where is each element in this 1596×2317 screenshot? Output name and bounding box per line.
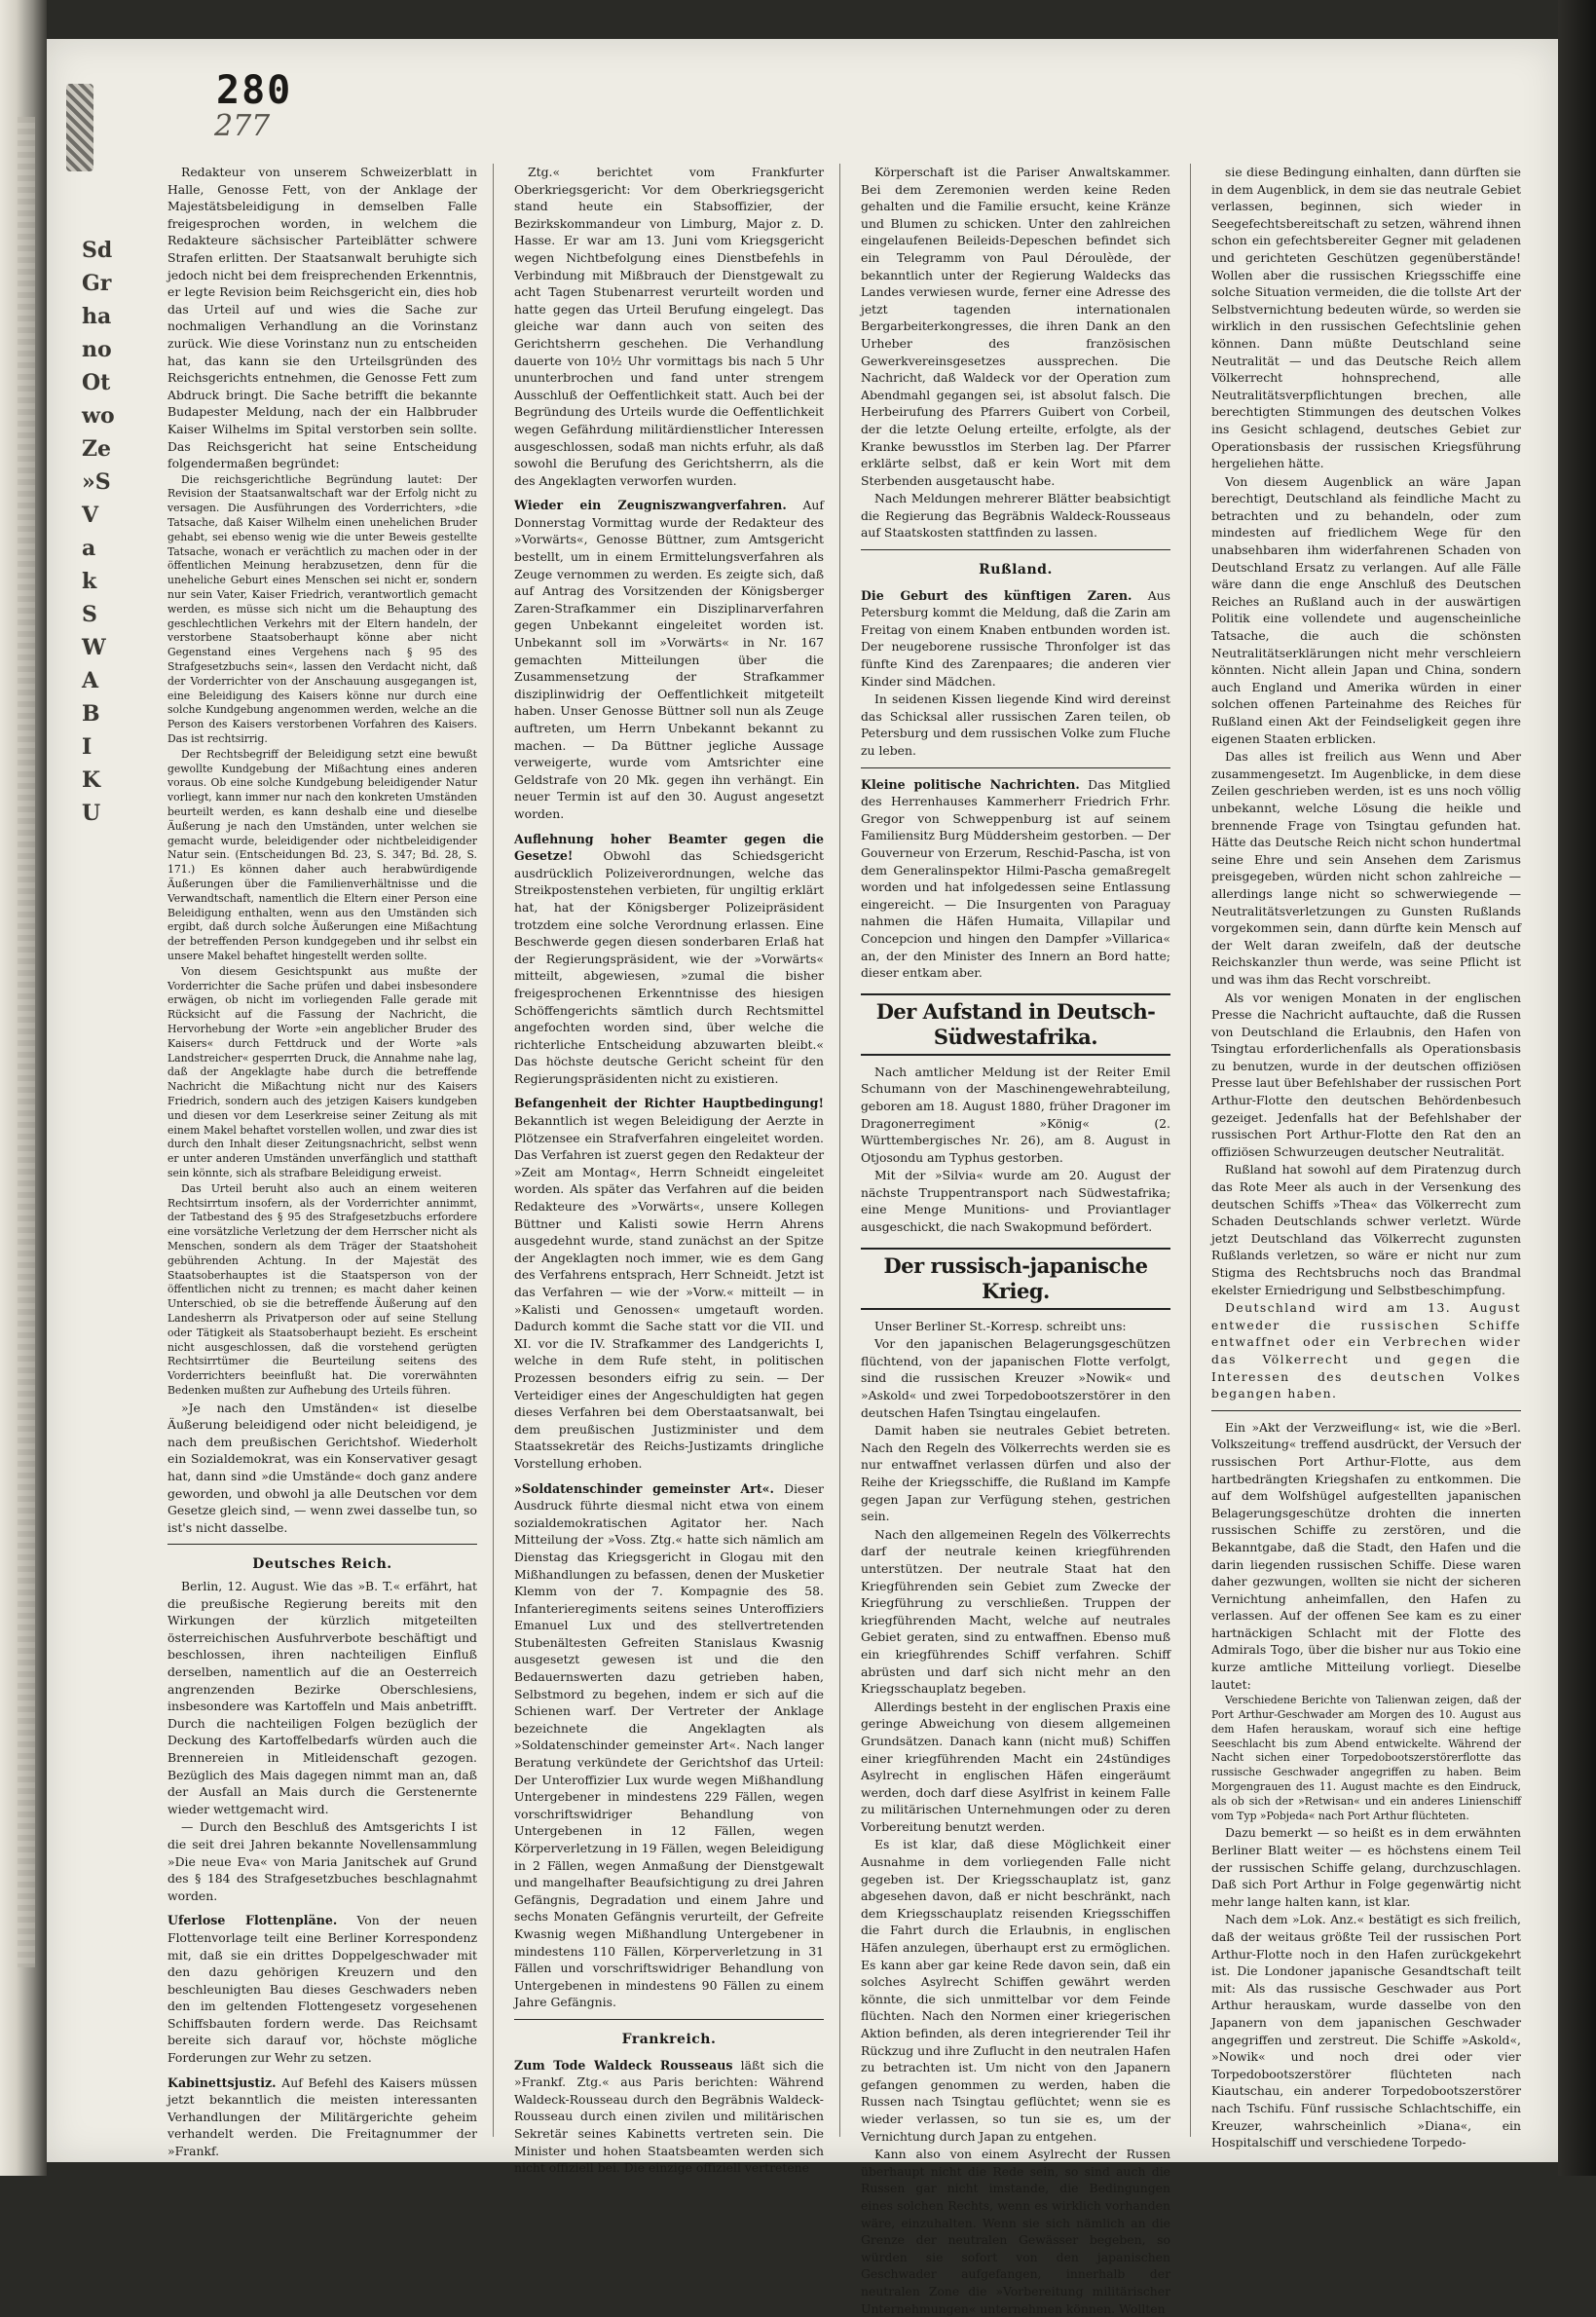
edge-letter: Sd	[82, 238, 113, 263]
article-paragraph: »Je nach den Umständen« ist dieselbe Äußerung beleidigend oder nicht beleidigend, je nach dem preußischen Gerichtshof. Wiederholt ein Sozialdemokrat, was ein Konservativer gesagt hat, dann sind »die Umstände« doch ganz andere geworden, und obwohl ja alle Deutschen vor dem Gesetze gleich sind, — wenn zwei dasselbe tun, so ist's nicht dasselbe.	[167, 1400, 477, 1535]
article-paragraph: Ein »Akt der Verzweiflung« ist, wie die »Berl. Volkszeitung« treffend ausdrückt, der Versuch der russischen Port Arthur-Flotte, aus dem hartbedrängten Kriegshafen zu entkommen. Die auf dem Wolfshügel aufgestellten japanischen Belagerungsgeschütze drohten die innerten russischen Schiffe zu zerstören, und die Bekanntgabe, daß die Stadt, den Hafen und die darin liegenden russischen Schiffe. Diese waren daher gezwungen, wollten sie nicht der sicheren Vernichtung anheimfallen, den Hafen zu verlassen. Auf der offenen See kam es zu einer hartnäckigen Schlacht mit der Flotte des Admirals Togo, über die bisher nur aus Tokio eine kurze amtliche Mitteilung vorliegt. Dieselbe lautet:	[1211, 1419, 1521, 1692]
page-number-old: 277	[214, 109, 271, 143]
news-item-title: »Soldatenschinder gemeinster Art«.	[514, 1480, 774, 1496]
article-paragraph: — Durch den Beschluß des Amtsgerichts I ist die seit drei Jahren bekannte Novellensammlung »Die neue Eva« von Maria Janitschek auf Grund des § 184 des Strafgesetzbuches beschlagnahmt worden.	[167, 1819, 477, 1903]
edge-letter: ha	[82, 304, 112, 329]
article-paragraph: Mit der »Silvia« wurde am 20. August der nächste Truppentransport nach Südwestafrika; eine Menge Munitions- und Proviantlager ausgeschickt, die nach Swakopmund befördert.	[861, 1168, 1170, 1235]
news-item-text: Auf Donnerstag Vormittag wurde der Redakteur des »Vorwärts«, Genosse Büttner, zum Amtsgericht bestellt, um in einem Ermittelungsverfahren als Zeuge vernommen zu werden. Es zeigte sich, daß auf Antrag des Vorsitzenden der Königsberger Zaren-Strafkammer ein Disziplinarverfahren gegen Unbekannt eingeleitet worden ist. Unbekannt soll im »Vorwärts« in Nr. 167 gemachten Mitteilungen über die Zusammensetzung der Strafkammer disziplinwidrig der Oeffentlichkeit mitgeteilt haben. Unser Genosse Büttner soll nun als Zeuge auftreten, um Herrn Unbekannt bekannt zu machen. — Da Büttner jegliche Aussage verweigerte, wurde vom Amtsrichter eine Geldstrafe von 20 Mk. gegen ihn verhängt. Ein neuer Termin ist auf den 30. August angesetzt worden.	[514, 498, 824, 821]
article-paragraph: Ztg.« berichtet vom Frankfurter Oberkriegsgericht: Vor dem Oberkriegsgericht stand heute ein Stabsoffizier, der Bezirkskommandeur von Limburg, Major z. D. Hasse. Er war am 13. Juni vom Kriegsgericht wegen Nichtbefolgung eines Dienstbefehls in Verbindung mit Mißbrauch der Dienstgewalt zu acht Tagen Stubenarrest verurteilt worden und hatte gegen das Urteil Berufung eingelegt. Das gleiche war dann auch von seiten des Gerichtsherrn geschehen. Die Verhandlung dauerte von 10½ Uhr vormittags bis nach 5 Uhr ununterbrochen und fand unter strengem Ausschluß der Oeffentlichkeit statt. Auch bei der Begründung des Urteils wurde die Oeffentlichkeit wegen Gefährdung militärdienstlicher Interessen ausgeschlossen, sodaß man nichts erfuhr, als daß sowohl die Berufung des Gerichtsherrn, als die des Angeklagten verworfen wurden.	[514, 165, 824, 488]
article-paragraph: Nach amtlicher Meldung ist der Reiter Emil Schumann von der Maschinengewehrabteilung, geboren am 18. August 1880, früher Dragoner im Dragonerregiment »König« (2. Württembergisches Nr. 26), am 8. August in Otjosondu am Typhus gestorben.	[861, 1064, 1170, 1165]
article-paragraph: In seidenen Kissen liegende Kind wird dereinst das Schicksal aller russischen Zaren teilen, ob Petersburg und dem russischen Volke zum Fluche zu leben.	[861, 691, 1170, 758]
edge-letter: B	[82, 701, 100, 727]
news-item-text: Aus Petersburg kommt die Meldung, daß die Zarin am Freitag von einem Knaben entbunden worden ist. Der neugeborene russische Thronfolger ist das fünfte Kind des Zarenpaares; die anderen vier Kinder sind Mädchen.	[861, 587, 1170, 689]
edge-letter: V	[82, 503, 99, 528]
news-item-title: Auflehnung hoher Beamter gegen die Gesetze!	[514, 831, 824, 864]
edge-letter: U	[82, 801, 101, 826]
column-divider	[839, 164, 840, 2137]
news-item-title: Wieder ein Zeugniszwangverfahren.	[514, 498, 787, 513]
edge-letter: Ot	[82, 370, 111, 395]
court-reasoning-paragraph: Die reichsgerichtliche Begründung lautet: Der Revision der Staatsanwaltschaft war der Erfolg nicht zu versagen. Die Ausführungen des Vorderrichters, »die Tatsache, daß Kaiser Wilhelm einen unehelichen Bruder gehabt, sei ebenso wenig wie die unter Beweis gestellte Tatsache, wonach er verächtlich zu machen oder in der öffentlichen Meinung herabzusetzen, denn für die uneheliche Geburt eines Menschen sei nicht er, sondern nur sein Vater, Kaiser Friedrich, verantwortlich gemacht werden, es müsse sich nicht um die Behauptung des geschlechtlichen Verkehrs mit der Eltern handeln, der verstorbene Staatsoberhaupt könne aber nicht Gegenstand eines Vergehens nach § 95 des Strafgesetzbuchs sein«, lassen den Verdacht nicht, daß der Vorderrichter von der Anschauung ausgegangen ist, eine Beleidigung des Kaisers könne nur durch eine solche Kundgebung angenommen werden, welche an die Person des Kaisers verstorbenen Vorfahren des Kaisers. Das ist rechtsirrig.	[167, 472, 477, 746]
section-rule	[514, 2019, 824, 2020]
news-item-title: Die Geburt des künftigen Zaren.	[861, 587, 1132, 603]
article-paragraph: Nach den allgemeinen Regeln des Völkerrechts darf der neutrale keinen kriegführenden unterstützen. Der neutrale Staat hat den Kriegführenden sein Gebiet zum Zwecke der Kriegführung zu verschließen. Truppen der kriegführenden Macht, welche auf neutrales Gebiet geraten, sind zu entwaffnen. Ebenso muß ein kriegführendes Schiff verfahren. Schiff abrüsten und darf sich nicht mehr an den Kriegsschauplatz begeben.	[861, 1526, 1170, 1697]
scan-background-right	[1558, 0, 1596, 2176]
article-paragraph: Deutschland wird am 13. August entweder die russischen Schiffe entwaffnet oder ein Verbrechen wider das Völkerrecht und gegen die Interessen des deutschen Volkes begangen haben.	[1211, 1300, 1521, 1401]
section-rule	[861, 549, 1170, 550]
news-item-text: Das Mitglied des Herrenhauses Kammerherr Friedrich Frhr. Gregor von Schweppenburg ist auf seinem Familiensitz Burg Müddersheim gestorben. — Der Gouverneur von Erzerum, Reschid-Pascha, ist von dem Generalinspektor Hilmi-Pascha gemaßregelt worden und hat infolgedessen seine Entlassung eingereicht. — Die Insurgenten von Paraguay nahmen die Häfen Humaita, Villapilar und Concepcion und hingen den Dampfer »Villarica« an, der den Minister des Innern an Bord hatte; dieser entkam aber.	[861, 776, 1170, 981]
column-3	[861, 164, 1170, 2316]
article-paragraph: Körperschaft ist die Pariser Anwaltskammer. Bei dem Zeremonien werden keine Reden gehalten und die Familie ersucht, keine Kränze und Blumen zu schicken. Unter den zahlreichen eingelaufenen Beileids-Depeschen befindet sich ein Telegramm von Paul Déroulède, der bekanntlich unter der Regierung Waldecks das Landes verwiesen wurde, ferner eine Adresse des jetzt tagenden internationalen Bergarbeiterkongresses, die ihren Dank an den Urheber des französischen Gewerkvereinsgesetzes aussprechen. Die Nachricht, daß Waldeck vor der Operation zum Abendmahl gegangen sei, ist absolut falsch. Die Herbeirufung des Pfarrers Guibert von Corbeil, der die letzte Oelung erteilte, erfolgte, als der Kranke bewusstlos im Sterben lag. Der Pfarrer erklärte selbst, daß er kein Wort mit dem Sterbenden ausgetauscht habe.	[861, 165, 1170, 488]
edge-letter: A	[82, 668, 99, 693]
column-4	[1211, 164, 1521, 2150]
edge-letter: K	[82, 767, 101, 793]
article-paragraph: Nach dem »Lok. Anz.« bestätigt es sich freilich, daß der weitaus größte Teil der russischen Port Arthur-Flotte noch in den Hafen zurückgekehrt ist. Die Londoner japanische Gesandtschaft teilt mit: Als das russische Geschwader aus Port Arthur herauskam, wurde dasselbe von den Japanern von dem japanischen Geschwader angegriffen und zerstreut. Die Schiffe »Askold«, »Nowik« und noch drei oder vier Torpedobootszerstörer flüchteten nach Kiautschau, ein anderer Torpedobootszerstörer nach Tschifu. Fünf russische Schlachtschiffe, ein Kreuzer, wahrscheinlich »Diana«, ein Hospitalschiff und verschiedene Torpedo-	[1211, 1912, 1521, 2150]
article-paragraph: Dazu bemerkt — so heißt es in dem erwähnten Berliner Blatt weiter — es höchstens einem Teil der russischen Schiffe gelang, durchzuschlagen. Daß sich Port Arthur in Folge gegenwärtig nicht mehr lange halten kann, ist klar.	[1211, 1825, 1521, 1909]
headline-banner: Der Aufstand in Deutsch-Südwestafrika.	[861, 993, 1170, 1056]
article-paragraph: Es ist klar, daß diese Möglichkeit einer Ausnahme in dem vorliegenden Falle nicht gegeben ist. Der Kriegsschauplatz ist, ganz abgesehen davon, daß er nicht beschränkt, nach dem Kriegsschauplatz reisenden Kriegsschiffen die Fahrt durch die Erlaubnis, in englischen Häfen anzulegen, überhaupt erst zu ermöglichen. Es kann aber gar keine Rede davon sein, daß ein solches Asylrecht Schiffen gewährt werden könnte, die sich unmittelbar vor dem Feinde flüchten. Nach den Normen einer kriegerischen Aktion befinden, als deren integrierender Teil ihr Rückzug und ihre Zuflucht in den neutralen Hafen zu betrachten ist. Um nicht von den Japanern gefangen genommen zu werden, haben die Russen nach Tsingtau geflüchtet; wenn sie es wieder verlassen, so tun sie es, um der Vernichtung durch Japan zu entgehen.	[861, 1837, 1170, 2144]
page-number: 280	[216, 68, 293, 113]
section-rule	[167, 1544, 477, 1545]
article-paragraph: Berlin, 12. August. Wie das »B. T.« erfährt, hat die preußische Regierung bereits mit den Wirkungen der kürzlich mitgeteilten österreichischen Ausfuhrverbote beschäftigt und beschlossen, ihren nachteiligen Einfluß derselben, namentlich auf die an Oesterreich angrenzenden Bezirke Oberschlesiens, insbesondere was Kartoffeln und Mais anbetrifft. Durch die nachteiligen Folgen bezüglich der Deckung des Kartoffelbedarfs würden auch die Brennereien in Mitleidenschaft gezogen. Bezüglich des Mais dagegen nimmt man an, daß der Ausfall an Mais durch die Gerstenernte wieder wettgemacht wird.	[167, 1579, 477, 1816]
binding-edge	[18, 117, 35, 1967]
article-paragraph: Vor den japanischen Belagerungsgeschützen flüchtend, von der japanischen Flotte verfolgt, sind die russischen Kreuzer »Nowik« und »Askold« und zwei Torpedobootszerstörer in den deutschen Hafen Tsingtau eingelaufen.	[861, 1336, 1170, 1420]
edge-letter: Ze	[82, 436, 112, 462]
column-divider	[493, 164, 494, 2137]
edge-letter: wo	[82, 403, 115, 429]
column-1	[167, 164, 477, 2159]
news-item-title: Kabinettsjustiz.	[167, 2074, 277, 2090]
edge-letter: k	[82, 569, 97, 594]
article-paragraph: Allerdings besteht in der englischen Praxis eine geringe Abweichung von diesem allgemeinen Grundsätzen. Danach kann (nicht muß) Schiffen einer kriegführenden Macht ein 24stündiges Asylrecht in englischen Häfen eingeräumt werden, doch darf diese Asylfrist in keinem Falle zu militärischen Unternehmungen oder zu deren Vorbereitung benutzt werden.	[861, 1699, 1170, 1834]
previous-page-edge	[82, 234, 121, 830]
edge-letter: a	[82, 536, 96, 561]
news-item-title: Befangenheit der Richter Hauptbedingung!	[514, 1096, 824, 1111]
article-paragraph: Von diesem Augenblick an wäre Japan berechtigt, Deutschland als feindliche Macht zu betrachten und zu behandeln, oder zum mindesten auf friedlichem Wege für den unabsehbaren ihm widerfahrenen Schaden von Deutschland Ersatz zu verlangen. Auf alle Fälle wäre dann die enge Anschluß des Deutschen Reiches an Rußland auch in der auswärtigen Politik eine vollendete und augenscheinliche Tatsache, die auch die schönsten Neutralitätserklärungen nicht mehr verschleiern könnten. Nicht allein Japan und China, sondern auch England und Amerika würden in einer solchen offenen Parteinahme des Reiches für Rußland einen Akt der Feindseligkeit gegen ihre eigenen Staaten erblicken.	[1211, 473, 1521, 746]
news-item-title: Uferlose Flottenpläne.	[167, 1913, 338, 1928]
section-heading: Deutsches Reich.	[252, 1556, 392, 1573]
news-item-text: läßt sich die »Frankf. Ztg.« aus Paris berichten: Während Waldeck-Rousseau durch den Begräbnis Waldeck-Rousseau durch einen zivilen und militärischen Sekretär seines Kabinetts vertreten sein. Die Minister und hohen Staatsbeamten werden sich nicht offiziell bei. Die einzige offiziell vertretene	[514, 2057, 824, 2176]
section-heading: Frankreich.	[621, 2031, 717, 2047]
news-item-text: Auf Befehl des Kaisers müssen jetzt bekanntlich die meisten interessanten Verhandlungen der Militärgerichte geheim verhandelt werden. Die Freitagnummer der »Frankf.	[167, 2074, 477, 2159]
court-reasoning-paragraph: Das Urteil beruht also auch an einem weiteren Rechtsirrtum insofern, als der Vorderrichter annimmt, der Tatbestand des § 95 des Strafgesetzbuchs erfordere eine vorsätzliche Verletzung der dem Herrscher nicht als Menschen, sondern als dem Träger der Staatshoheit gebührenden Achtung. In der Majestät des Staatsoberhauptes ist die Staatsperson von der öffentlichen nicht zu trennen; es macht daher keinen Unterschied, ob sie die betreffende Äußerung auf den Landesherrn als Privatperson oder auf seine Stellung oder Tätigkeit als Staatsoberhaupt bezieht. Es erscheint nicht ausgeschlossen, daß die vorstehend gerügten Rechtsirrtümer die Beurteilung seitens des Vorderrichters beeinflußt hat. Die vorerwähnten Bedenken mußten zur Aufhebung des Urteils führen.	[167, 1181, 477, 1397]
column-2	[514, 164, 824, 2176]
article-paragraph: Unser Berliner St.-Korresp. schreibt uns:	[874, 1318, 1127, 1333]
edge-letter: W	[82, 635, 106, 660]
library-stamp-icon	[66, 84, 93, 171]
section-heading: Rußland.	[979, 562, 1053, 579]
section-rule	[861, 767, 1170, 768]
article-paragraph: Damit haben sie neutrales Gebiet betreten. Nach den Regeln des Völkerrechts werden sie es nur entwaffnet verlassen dürfen und also der Reihe der Kriegsschiffe, die Rußland im Kampfe gegen Japan zur Verfügung stehen, gestrichen sein.	[861, 1423, 1170, 1524]
section-rule	[1211, 1410, 1521, 1411]
column-divider	[1190, 164, 1191, 2137]
news-item-title: Zum Tode Waldeck Rousseaus	[514, 2057, 733, 2073]
article-paragraph: Kann also von einem Asylrecht der Russen überhaupt nicht die Rede sein, so sind auch die Russen gar nicht imstande, die Bedingungen eines solchen Rechts, wenn es wirklich vorhanden wäre, einzuhalten. Wenn sie sich nämlich an die Grenze der neutralen Gewässer begeben, so würden sie sofort von den japanischen Geschwader aufgefangen, innerhalb der neutralen Zone die »Vorbereitung militärischer Unternehmungen« unternehmen können. Wollten	[861, 2147, 1170, 2316]
article-paragraph: sie diese Bedingung einhalten, dann dürften sie in dem Augenblick, in dem sie das neutrale Gebiet verlassen, beginnen, sich wieder in Seegefechtsbereitschaft zu setzen, während ihnen schon ein gefechtsbereiter Gegner mit geladenen und gerichteten Geschützen gegenüberstände! Wollen aber die russischen Kriegsschiffe eine solche Situation vermeiden, die die tollste Art der Selbstvernichtung bedeuten würde, so werden sie wirklich in den russischen Gefechtslinie gehen können. Dann müßte Deutschland seine Neutralität — und das Deutsche Reich allem Völkerrecht hohnsprechend, alle Neutralitätsverpflichtungen brechen, alle berechtigten Stimmungen des deutschen Volkes ins Gesicht schlagend, deutsches Gebiet zur Operationsbasis der russischen Kriegsführung hergeliehen hätte.	[1211, 165, 1521, 471]
news-item-text: Bekanntlich ist wegen Beleidigung der Aerzte in Plötzensee ein Strafverfahren eingeleitet worden. Das Verfahren ist zuerst gegen den Redakteur der »Zeit am Montag«, Herrn Schneidt eingeleitet worden. Als später das Verfahren auf die beiden Redakteure des »Vorwärts«, unsere Kollegen Büttner und Kalisti sowie Herrn Ahrens ausgedehnt wurde, stand zunächst an der Spitze der Angeklagten noch immer, wie es dem Gang des Verfahrens entsprach, Herr Schneidt. Jetzt ist das Verfahren — wie der »Vorw.« mitteilt — in »Kalisti und Genossen« umgetauft worden. Dadurch kommt die Sache statt vor die VII. und XI. vor die IV. Strafkammer des Landgerichts I, welche in dem Rufe steht, in politischen Prozessen besonders eifrig zu sein. — Der Verteidiger eines der Angeschuldigten hat gegen dieses Verfahren bei dem Oberstaatsanwalt, bei dem preußischen Justizminister und dem Staatssekretär des Reichs-Justizamts dringliche Vorstellung erhoben.	[514, 1113, 824, 1471]
edge-letter: S	[82, 602, 97, 627]
court-reasoning-paragraph: Der Rechtsbegriff der Beleidigung setzt eine bewußt gewollte Kundgebung der Mißachtung eines anderen voraus. Ob eine solche Kundgebung beleidigender Natur vorliegt, kann immer nur nach den konkreten Umständen beurteilt werden, es kann deshalb eine und dieselbe Äußerung je nach den Umständen, unter welchen sie gemacht wurde, beleidigender oder nichtbeleidigender Natur sein. (Entscheidungen Bd. 23, S. 347; Bd. 28, S. 171.) Es können daher auch herabwürdigende Äußerungen über die Familienverhältnisse und die Verwandtschaft, namentlich die Eltern einer Person eine Beleidigung enthalten, wenn aus den Umständen sich ergibt, daß durch solche Äußerungen eine Mißachtung der betreffenden Person kundgegeben und ihr selbst ein unsere Makel behaftet hingestellt werden sollte.	[167, 747, 477, 962]
edge-letter: Gr	[82, 271, 112, 296]
article-paragraph: Rußland hat sowohl auf dem Piratenzug durch das Rote Meer als auch in der Versenkung des deutschen Schiffs »Thea« das Völkerrecht zum Schaden Deutschlands schwer verletzt. Würde jetzt Deutschland das Völkerrecht zugunsten Rußlands verletzen, so wäre er nicht nur zum Stigma des Rechtsbruchs noch das Brandmal ekelster Erniedrigung und Selbstbeschimpfung.	[1211, 1162, 1521, 1297]
news-item-text: Von der neuen Flottenvorlage teilt eine Berliner Korrespondenz mit, daß sie ein drittes Doppelgeschwader mit den dazu gehörigen Kreuzern und den beschleunigten Bau dieses Geschwaders neben den im geltenden Flottengesetz vorgesehenen Schiffsbauten fordern werde. Das Reichsamt bereite sich darauf vor, höchste mögliche Forderungen zur Wehr zu setzen.	[167, 1913, 477, 2066]
article-paragraph: Redakteur von unserem Schweizerblatt in Halle, Genosse Fett, von der Anklage der Majestätsbeleidigung in demselben Falle freigesprochen worden, in welchem die Redakteure sächsischer Parteiblätter schwere Strafen erlitten. Der Staatsanwalt beruhigte sich jedoch nicht bei dem freisprechenden Erkenntnis, er legte Revision beim Reichsgericht ein, dies hob das Urteil auf und wies die Sache zur nochmaligen Verhandlung an die Vorinstanz zurück. Wie diese Vorinstanz nun zu entscheiden hat, das kann sie den Urteilsgründen des Reichsgerichts entnehmen, die Genosse Fett zum Abdruck bringt. Die Sache betrifft die bekannte Budapester Meldung, nach der ein Halbbruder Kaiser Wilhelms im Spital verstorben sein sollte. Das Reichsgericht hat seine Entscheidung folgendermaßen begründet:	[167, 165, 477, 471]
court-reasoning-paragraph: Von diesem Gesichtspunkt aus mußte der Vorderrichter die Sache prüfen und dabei insbesondere erwägen, ob nicht im vorliegenden Falle gerade mit Rücksicht auf die Fassung der Nachricht, die Hervorhebung der Worte »ein angeblicher Bruder des Kaisers« durch Fettdruck und der Worte »als Landstreicher« gesperrten Druck, die Annahme nahe lag, daß der Angeklagte habe durch die betreffende Nachricht die Mißachtung nicht nur des Kaisers Friedrich, sondern auch des jetzigen Kaisers kundgeben und diesen vor dem Leserkreise seiner Zeitung als mit einem Makel behaftet vorstellen wollen, und zwar dies ist durch den Inhalt dieser Zeitungsnachricht, selbst wenn er unter anderen Umständen unverfänglich und statthaft sein könnte, sich als strafbare Beleidigung erweist.	[167, 964, 477, 1179]
edge-letter: no	[82, 337, 112, 362]
edge-letter: »S	[82, 469, 111, 495]
article-paragraph: Nach Meldungen mehrerer Blätter beabsichtigt die Regierung das Begräbnis Waldeck-Rousseaus auf Staatskosten stattfinden zu lassen.	[861, 491, 1170, 541]
edge-letter: I	[82, 734, 93, 760]
news-item-text: Dieser Ausdruck führte diesmal nicht etwa von einem sozialdemokratischen Agitator her. Nach Mitteilung der »Voss. Ztg.« hatte sich nämlich am Dienstag das Kriegsgericht in Glogau mit den Mißhandlungen zu befassen, denen der Musketier Klemm von der 7. Kompagnie des 58. Infanterieregiments seitens seines Unteroffiziers Emanuel Lux und des stellvertretenden Stubenältesten Gefreiten Stanislaus Kwasnig ausgesetzt gewesen ist und die den Bedauernswerten dazu getrieben haben, Selbstmord zu begehen, indem er sich auf die Schienen warf. Der Vertreter der Anklage bezeichnete die Angeklagten als »Soldatenschinder gemeinster Art«. Nach langer Beratung verkündete der Gerichtshof das Urteil: Der Unteroffizier Lux wurde wegen Mißhandlung Untergebener in mindestens 229 Fällen, wegen vorschriftswidriger Behandlung von Untergebenen in 12 Fällen, wegen Körperverletzung in 19 Fällen, wegen Beleidigung in 2 Fällen, wegen Anmaßung der Dienstgewalt und mangelhafter Beaufsichtigung zu drei Jahren Gefängnis, Degradation und einem Jahre und sechs Monaten Gefängnis verurteilt, der Gefreite Kwasnig wegen Mißhandlung Untergebener in mindestens 110 Fällen, Körperverletzung in 31 Fällen und vorschriftswidriger Behandlung von Untergebenen in mindestens 90 Fällen zu einem Jahre Gefängnis.	[514, 1480, 824, 2010]
news-item-title: Kleine politische Nachrichten.	[861, 776, 1080, 792]
news-item-text: Obwohl das Schiedsgericht ausdrücklich Polizeiverordnungen, welche das Streikpostenstehen verbieten, für ungiltig erklärt hat, hat der Königsberger Polizeipräsident trotzdem eine solche Verordnung erlassen. Eine Beschwerde gegen diesen sonderbaren Erlaß hat der Regierungspräsident, wie der »Vorwärts« mitteilt, abgewiesen, »zumal die bisher freigesprochenen Erkenntnisse des hiesigen Schöffengerichts sämtlich durch Rechtsmittel angefochten worden sind, über welche die richterliche Entscheidung abzuwarten bleibt.« Das höchste deutsche Gericht scheint für den Regierungspräsidenten nicht zu existieren.	[514, 848, 824, 1086]
article-paragraph: Als vor wenigen Monaten in der englischen Presse die Nachricht auftauchte, daß die Russen von Deutschland die Erlaubnis, den Hafen von Tsingtau erforderlichenfalls als Operationsbasis zu benutzen, wurde in der deutschen offiziösen Presse laut über Befehlshaber der russischen Port Arthur-Flotte den deutschen Behördenbesuch gezeiget. Jedenfalls hat der Befehlshaber der russischen Port Arthur-Flotte den Rat den an offiziösen Schwurzeugen deutscher Neutralität.	[1211, 990, 1521, 1159]
article-paragraph: Das alles ist freilich aus Wenn und Aber zusammengesetzt. Im Augenblicke, in dem diese Zeilen geschrieben werden, ist es uns noch völlig unbekannt, welche Lösung die heikle und brennende Frage von Tsingtau gefunden hat. Hätte das Deutsche Reich nicht schon hundertmal seine Ehre und sein Ansehen dem Zarismus preisgegeben, würden nicht schon zahlreiche — allerdings lange nicht so schwerwiegende — Neutralitätsverletzungen zu Gunsten Rußlands vorgekommen sein, dann dürfte kein Mensch auf der Welt daran zweifeln, daß der deutsche Reichskanzler thun werde, was seine Pflicht ist und was ihm das Recht vorschreibt.	[1211, 749, 1521, 987]
headline-banner: Der russisch-japanische Krieg.	[861, 1248, 1170, 1310]
quoted-report: Verschiedene Berichte von Talienwan zeigen, daß der Port Arthur-Geschwader am Morgen des 10. August aus dem Hafen herauskam, worauf sich eine heftige Seeschlacht bis zum Abend entwickelte. Während der Nacht sichen einer Torpedobootszerstörerflotte das russische Geschwader angegriffen zu haben. Beim Morgengrauen des 11. August machte es den Eindruck, als ob sich der »Retwisan« und ein anderes Linienschiff vom Typ »Pobjeda« nach Port Arthur flüchteten.	[1211, 1694, 1521, 1822]
